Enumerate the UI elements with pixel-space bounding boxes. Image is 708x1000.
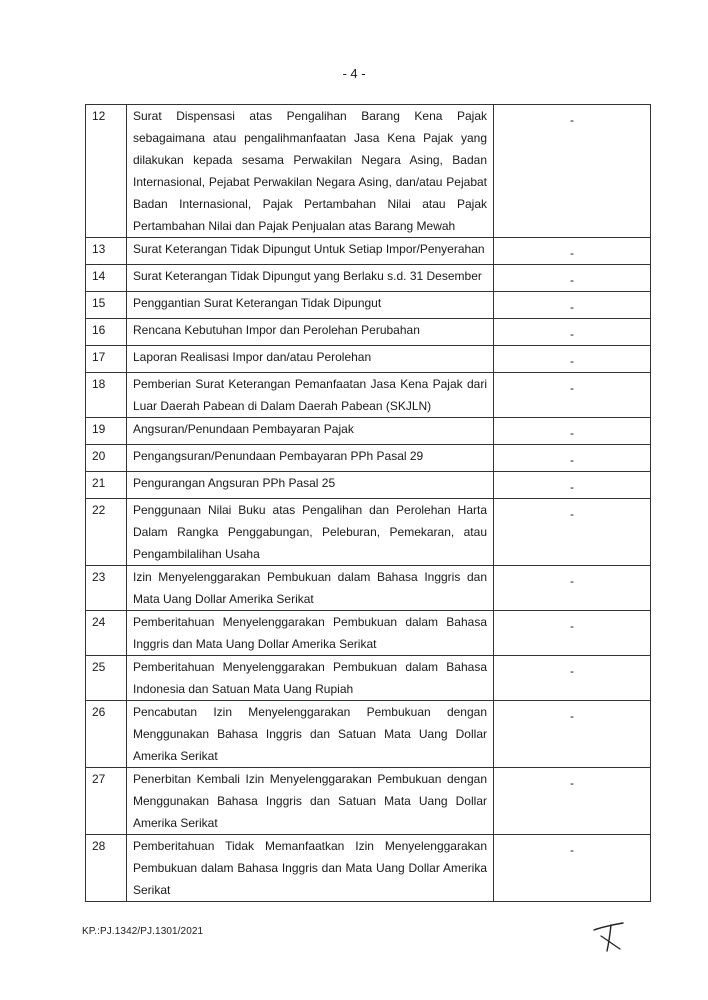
status-dash: -	[570, 574, 574, 588]
row-number: 20	[86, 445, 127, 472]
table-row	[86, 566, 651, 611]
status-cell	[494, 105, 651, 238]
row-number: 25	[86, 656, 127, 701]
service-name: Surat Keterangan Tidak Dipungut yang Berlaku s.d. 31 Desember	[127, 265, 494, 292]
services-table	[85, 104, 651, 902]
status-cell	[494, 656, 651, 701]
status-dash: -	[570, 273, 574, 287]
status-dash: -	[570, 453, 574, 467]
status-cell	[494, 373, 651, 418]
table-row	[86, 445, 651, 472]
status-dash: -	[570, 327, 574, 341]
table-row	[86, 418, 651, 445]
row-number: 19	[86, 418, 127, 445]
row-number: 17	[86, 346, 127, 373]
service-name: Laporan Realisasi Impor dan/atau Perolehan	[127, 346, 494, 373]
row-number: 16	[86, 319, 127, 346]
status-dash: -	[570, 619, 574, 633]
row-number: 12	[86, 105, 127, 238]
service-name: Rencana Kebutuhan Impor dan Perolehan Perubahan	[127, 319, 494, 346]
status-cell	[494, 319, 651, 346]
table-row	[86, 499, 651, 566]
status-cell	[494, 566, 651, 611]
page-number: - 4 -	[342, 66, 366, 81]
service-name: Pemberitahuan Menyelenggarakan Pembukuan dalam Bahasa Inggris dan Mata Uang Dollar Amerika Serikat	[127, 611, 494, 656]
status-cell	[494, 418, 651, 445]
status-dash: -	[570, 480, 574, 494]
service-name: Pemberitahuan Tidak Memanfaatkan Izin Menyelenggarakan Pembukuan dalam Bahasa Inggris dan Mata Uang Dollar Amerika Serikat	[127, 835, 494, 902]
status-cell	[494, 611, 651, 656]
table-row	[86, 472, 651, 499]
service-name: Pengangsuran/Penundaan Pembayaran PPh Pasal 29	[127, 445, 494, 472]
row-number: 28	[86, 835, 127, 902]
status-cell	[494, 472, 651, 499]
row-number: 14	[86, 265, 127, 292]
status-dash: -	[570, 354, 574, 368]
service-name: Pengurangan Angsuran PPh Pasal 25	[127, 472, 494, 499]
row-number: 22	[86, 499, 127, 566]
table-row	[86, 319, 651, 346]
status-cell	[494, 346, 651, 373]
row-number: 27	[86, 768, 127, 835]
service-name: Pemberian Surat Keterangan Pemanfaatan Jasa Kena Pajak dari Luar Daerah Pabean di Dalam Daerah Pabean (SKJLN)	[127, 373, 494, 418]
row-number: 26	[86, 701, 127, 768]
row-number: 24	[86, 611, 127, 656]
service-name: Pemberitahuan Menyelenggarakan Pembukuan dalam Bahasa Indonesia dan Satuan Mata Uang Rupiah	[127, 656, 494, 701]
status-cell	[494, 445, 651, 472]
table-row	[86, 701, 651, 768]
table-row	[86, 292, 651, 319]
row-number: 15	[86, 292, 127, 319]
service-name: Pencabutan Izin Menyelenggarakan Pembukuan dengan Menggunakan Bahasa Inggris dan Satuan Mata Uang Dollar Amerika Serikat	[127, 701, 494, 768]
status-dash: -	[570, 426, 574, 440]
status-cell	[494, 835, 651, 902]
status-cell	[494, 238, 651, 265]
service-name: Penggunaan Nilai Buku atas Pengalihan dan Perolehan Harta Dalam Rangka Penggabungan, Peleburan, Pemekaran, atau Pengambilalihan Usaha	[127, 499, 494, 566]
status-cell	[494, 499, 651, 566]
status-dash: -	[570, 507, 574, 521]
service-name: Penerbitan Kembali Izin Menyelenggarakan Pembukuan dengan Menggunakan Bahasa Inggris dan Satuan Mata Uang Dollar Amerika Serikat	[127, 768, 494, 835]
status-dash: -	[570, 776, 574, 790]
document-reference: KP.:PJ.1342/PJ.1301/2021	[82, 926, 204, 937]
table-row	[86, 611, 651, 656]
signature-mark-icon	[590, 918, 626, 954]
row-number: 13	[86, 238, 127, 265]
status-cell	[494, 292, 651, 319]
status-dash: -	[570, 381, 574, 395]
table-row	[86, 105, 651, 238]
service-name: Surat Dispensasi atas Pengalihan Barang Kena Pajak sebagaimana atau pengalihmanfaatan Jasa Kena Pajak yang dilakukan kepada sesama Perwakilan Negara Asing, Badan Internasional, Pejabat Perwakilan Negara Asing, dan/atau Pejabat Badan Internasional, Pajak Pertambahan Nilai atau Pajak Pertambahan Nilai dan Pajak Penjualan atas Barang Mewah	[127, 105, 494, 238]
status-cell	[494, 768, 651, 835]
status-dash: -	[570, 113, 574, 127]
table-row	[86, 346, 651, 373]
row-number: 23	[86, 566, 127, 611]
status-cell	[494, 265, 651, 292]
row-number: 21	[86, 472, 127, 499]
table-row	[86, 835, 651, 902]
table-row	[86, 373, 651, 418]
status-dash: -	[570, 709, 574, 723]
table-row	[86, 238, 651, 265]
service-name: Angsuran/Penundaan Pembayaran Pajak	[127, 418, 494, 445]
table-row	[86, 656, 651, 701]
table-row	[86, 768, 651, 835]
status-dash: -	[570, 664, 574, 678]
status-dash: -	[570, 843, 574, 857]
service-name: Izin Menyelenggarakan Pembukuan dalam Bahasa Inggris dan Mata Uang Dollar Amerika Serikat	[127, 566, 494, 611]
row-number: 18	[86, 373, 127, 418]
status-dash: -	[570, 246, 574, 260]
status-cell	[494, 701, 651, 768]
status-dash: -	[570, 300, 574, 314]
service-name: Surat Keterangan Tidak Dipungut Untuk Setiap Impor/Penyerahan	[127, 238, 494, 265]
service-name: Penggantian Surat Keterangan Tidak Dipungut	[127, 292, 494, 319]
table-row	[86, 265, 651, 292]
